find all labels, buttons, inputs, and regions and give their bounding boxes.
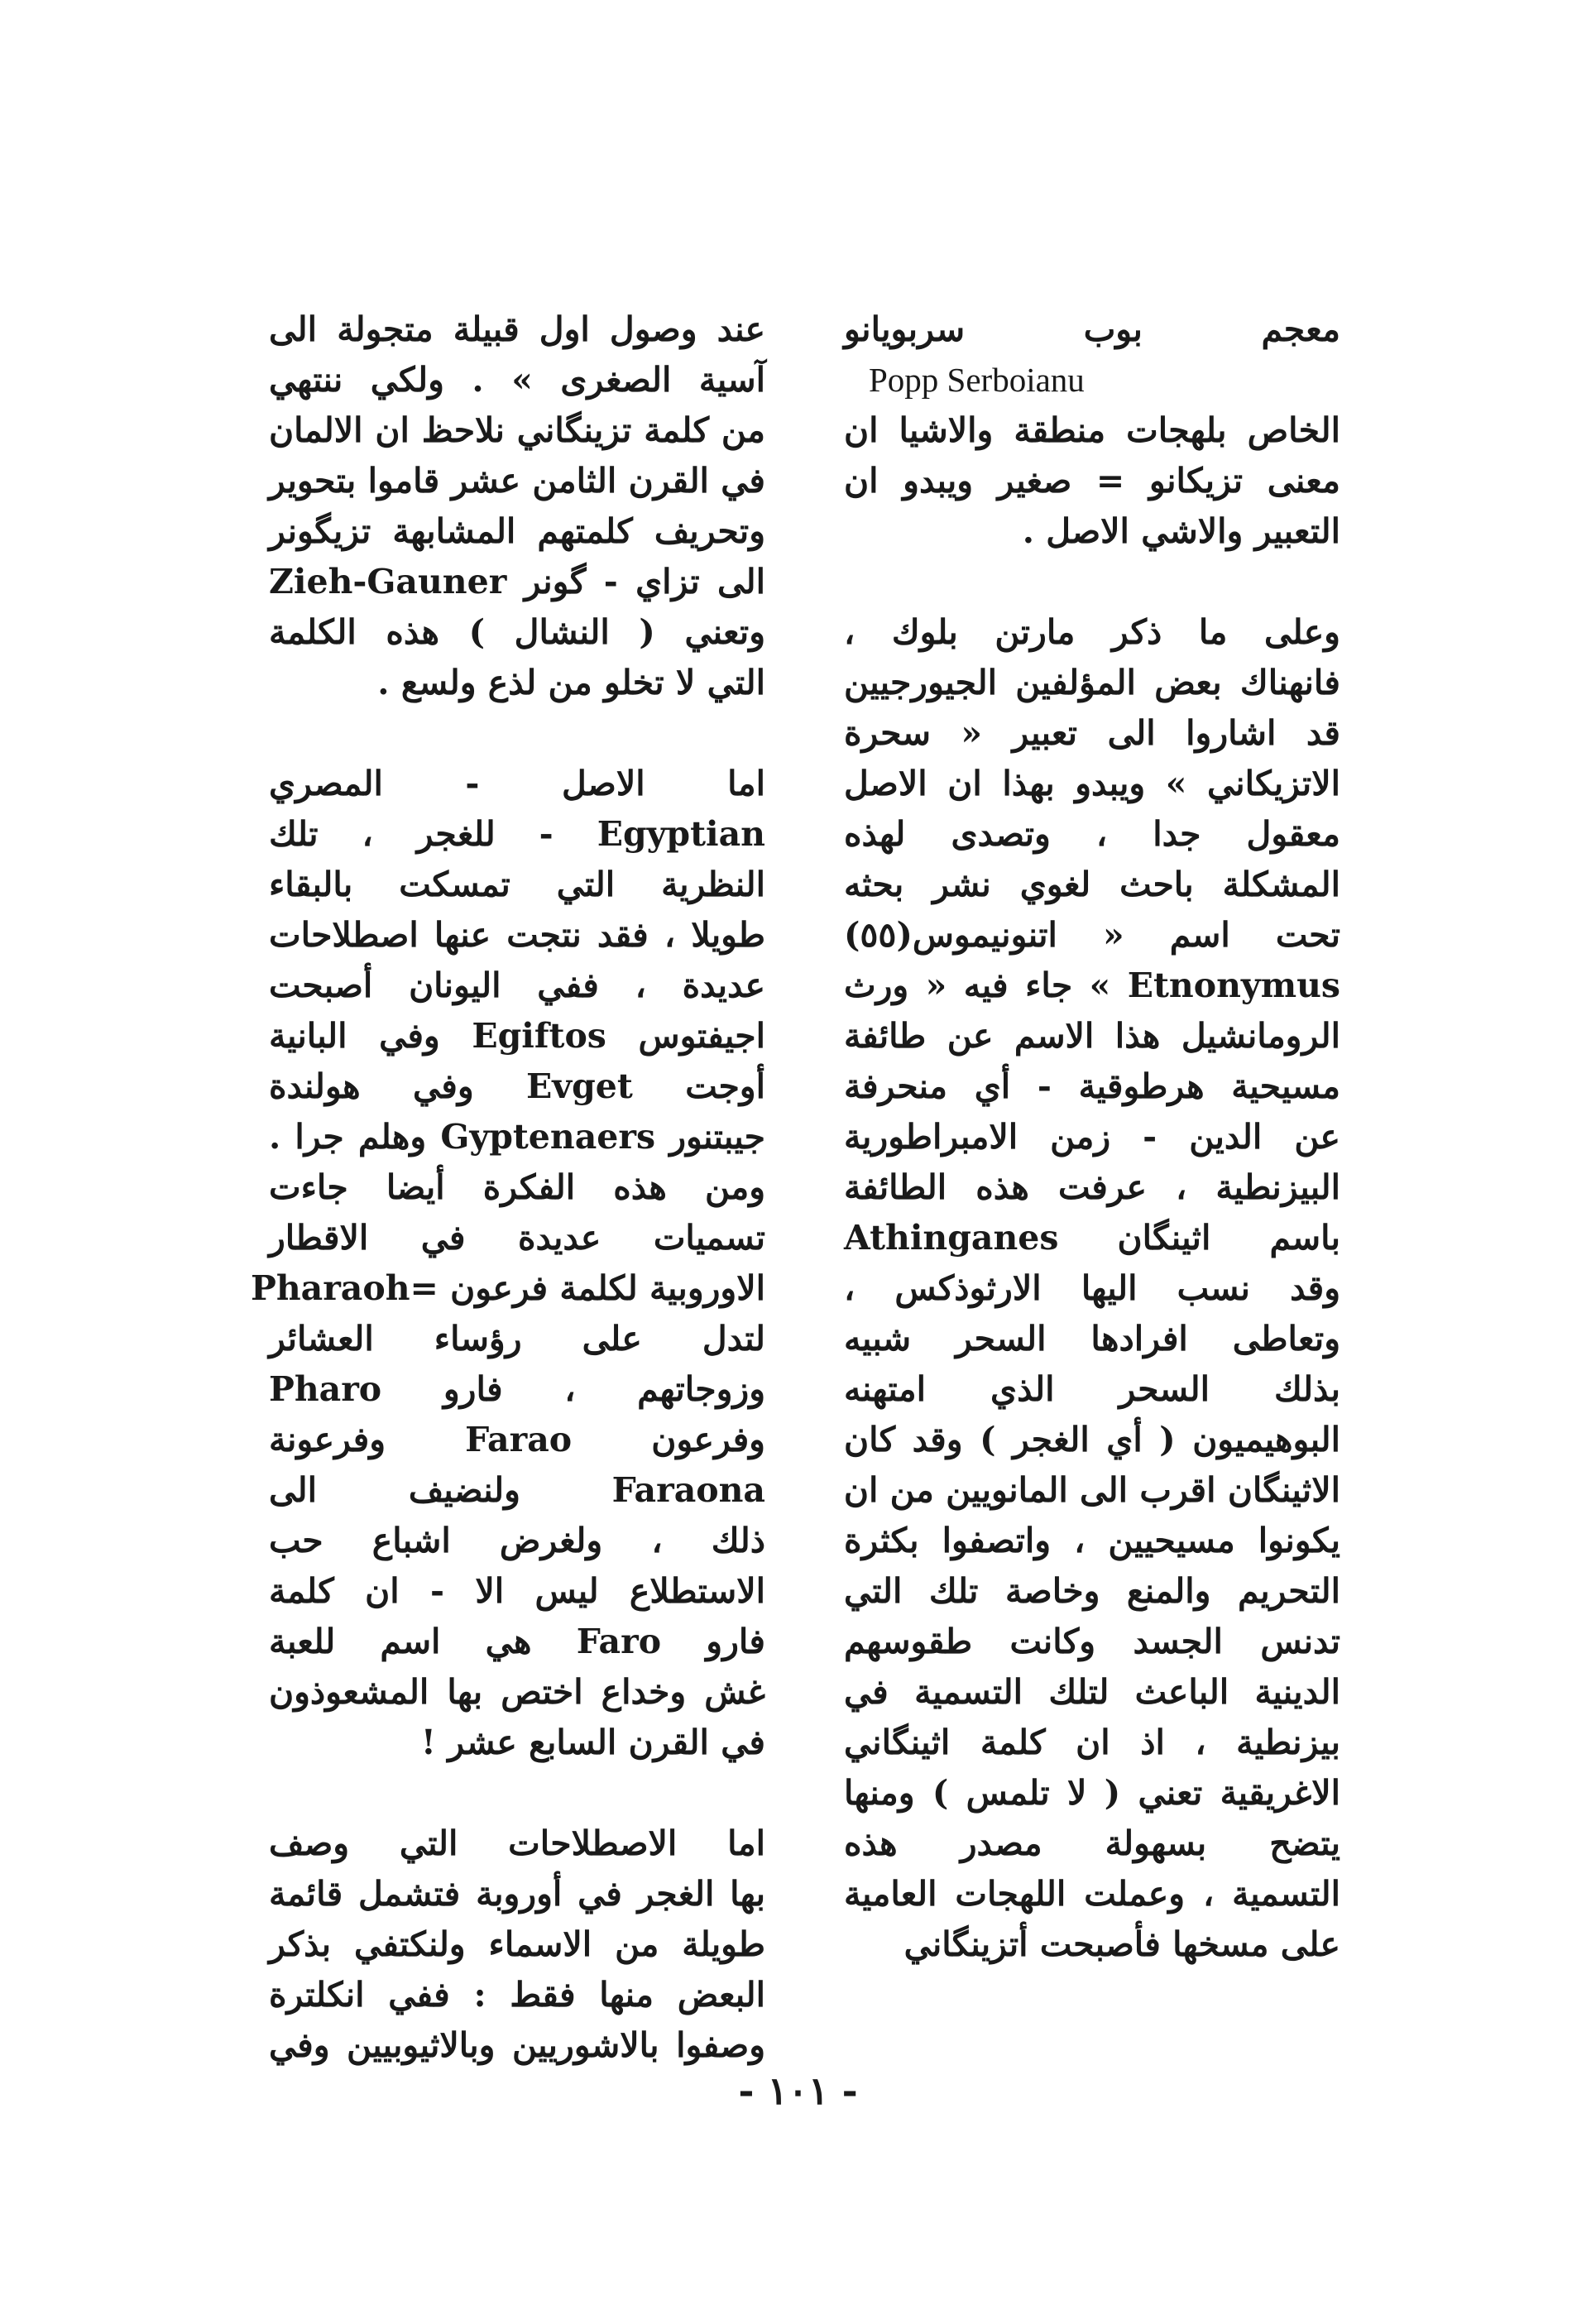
text-line: بيزنطية ، اذ ان كلمة اثينگاني: [844, 1723, 1340, 1762]
page-number: - ١٠١ -: [738, 2068, 858, 2113]
text-line: الاتزيكاني » ويبدو بهذا ان الاصل: [844, 764, 1340, 803]
text-line: الاستطلاع ليس الا - ان كلمة: [269, 1571, 765, 1611]
text-line: في القرن الثامن عشر قاموا بتحوير: [268, 461, 765, 501]
text-line: وفرعون Farao وفرعونة: [269, 1420, 765, 1459]
text-line: جيبتنور Gyptenaers وهلم جرا .: [269, 1117, 766, 1157]
left-text-column: [250, 304, 766, 2071]
text-line: على مسخها فأصبحت أتزينگاني: [903, 1924, 1340, 1964]
text-line: Etnonymus » جاء فيه « ورث: [844, 966, 1340, 1005]
text-line: لتدل على رؤساء العشائر: [269, 1319, 765, 1358]
text-line: البعض منها فقط : ففي انكلترة: [269, 1975, 765, 2015]
text-line: عن الدين - زمن الامبراطورية: [844, 1117, 1340, 1157]
text-line: قد اشاروا الى تعبير « سحرة: [844, 713, 1340, 753]
text-line: Faraona ولنضيف الى: [269, 1470, 765, 1510]
text-line: وعلى ما ذكر مارتن بلوك ،: [844, 612, 1340, 652]
paragraph-gap: [269, 1768, 765, 1818]
text-line: عديدة ، ففي اليونان أصبحت: [269, 966, 765, 1005]
text-line: تسميات عديدة في الاقطار: [269, 1218, 765, 1258]
text-line: الاثينگان اقرب الى المانويين من ان: [843, 1470, 1340, 1510]
text-line: يكونوا مسيحيين ، واتصفوا بكثرة: [844, 1521, 1340, 1560]
text-line: النظرية التي تمسكت بالبقاء: [269, 865, 765, 904]
text-line: اما الاصل - المصري: [269, 764, 765, 803]
text-line: طويلة من الاسماء ولنكتفي بذكر: [269, 1924, 765, 1964]
text-line: بذلك السحر الذي امتهنه: [844, 1369, 1340, 1409]
text-line: أوجت Evget وفي هولندة: [269, 1066, 765, 1106]
text-line: التعبير والاشي الاصل .: [1022, 511, 1340, 551]
text-line: وصفوا بالاشوريين وبالاثيوبيين وفي: [269, 2025, 765, 2065]
text-line: يتضح بسهولة مصدر هذه: [844, 1823, 1340, 1863]
text-line: آسية الصغرى » . ولكي ننتهي: [269, 360, 765, 400]
text-line: طويلا ، فقد نتجت عنها اصطلاحات: [269, 915, 765, 955]
text-line: غش وخداع اختص بها المشعوذون: [269, 1672, 765, 1712]
text-line: تحت اسم « اتنونيموس(٥٥): [844, 915, 1340, 955]
text-line: الى تزاي - گونر Zieh-Gauner: [269, 562, 765, 601]
text-line: فارو Faro هي اسم للعبة: [269, 1622, 765, 1661]
text-line: تدنس الجسد وكانت طقوسهم: [844, 1622, 1340, 1661]
paragraph-gap: [269, 708, 765, 759]
text-line: Popp Serboianu: [869, 361, 1085, 399]
text-line: معقول جدا ، وتصدى لهذه: [844, 814, 1340, 854]
text-line: من كلمة تزينگاني نلاحظ ان الالمان: [269, 410, 765, 450]
text-line: اجيفتوس Egiftos وفي البانية: [269, 1016, 765, 1056]
text-line: وقد نسب اليها الارثوذكس ،: [844, 1268, 1340, 1308]
text-line: البوهيميون ( أي الغجر ) وقد كان: [844, 1420, 1340, 1459]
text-line: المشكلة باحث لغوي نشر بحثه: [844, 865, 1340, 904]
text-line: ذلك ، ولغرض اشباع حب: [269, 1521, 765, 1560]
text-line: وتعني ( النشال ) هذه الكلمة: [269, 612, 765, 652]
text-line: الاغريقية تعني ( لا تلمس ) ومنها: [844, 1773, 1340, 1813]
text-line: بها الغجر في أوروبة فتشمل قائمة: [269, 1874, 765, 1914]
text-line: وزوجاتهم ، فارو Pharo: [269, 1369, 765, 1409]
text-line: Egyptian - للغجر ، تلك: [269, 814, 765, 854]
text-line: التي لا تخلو من لذع ولسع .: [377, 663, 765, 702]
text-line: الدينية الباعث لتلك التسمية في: [844, 1672, 1340, 1712]
text-line: ومن هذه الفكرة أيضا جاءت: [269, 1167, 765, 1207]
text-line: مسيحية هرطوقية - أي منحرفة: [844, 1066, 1340, 1106]
text-line: الرومانشيل هذا الاسم عن طائفة: [844, 1016, 1340, 1056]
right-text-column: [844, 304, 1340, 1970]
text-line: باسم اثينگان Athinganes: [844, 1218, 1340, 1258]
text-line: الخاص بلهجات منطقة والاشيا ان: [844, 410, 1340, 450]
text-line: الاوروبية لكلمة فرعون =Pharaoh: [250, 1268, 765, 1308]
text-line: في القرن السابع عشر !: [420, 1723, 765, 1762]
text-line: اما الاصطلاحات التي وصف: [269, 1823, 765, 1863]
paragraph-gap: [844, 557, 1340, 607]
text-line: التحريم والمنع وخاصة تلك التي: [844, 1571, 1340, 1611]
text-line: عند وصول اول قبيلة متجولة الى: [269, 309, 765, 349]
text-line: البيزنطية ، عرفت هذه الطائفة: [844, 1167, 1340, 1207]
text-line: وتحريف كلمتهم المشابهة تزيگونر: [269, 511, 765, 551]
text-line: وتعاطى افرادها السحر شبيه: [844, 1319, 1340, 1358]
text-line: معجم بوب سربويانو: [844, 309, 1340, 349]
text-line: معنى تزيكانو = صغير ويبدو ان: [844, 461, 1340, 501]
text-line: فانهناك بعض المؤلفين الجيورجيين: [844, 663, 1340, 702]
text-line: التسمية ، وعملت اللهجات العامية: [844, 1874, 1340, 1914]
